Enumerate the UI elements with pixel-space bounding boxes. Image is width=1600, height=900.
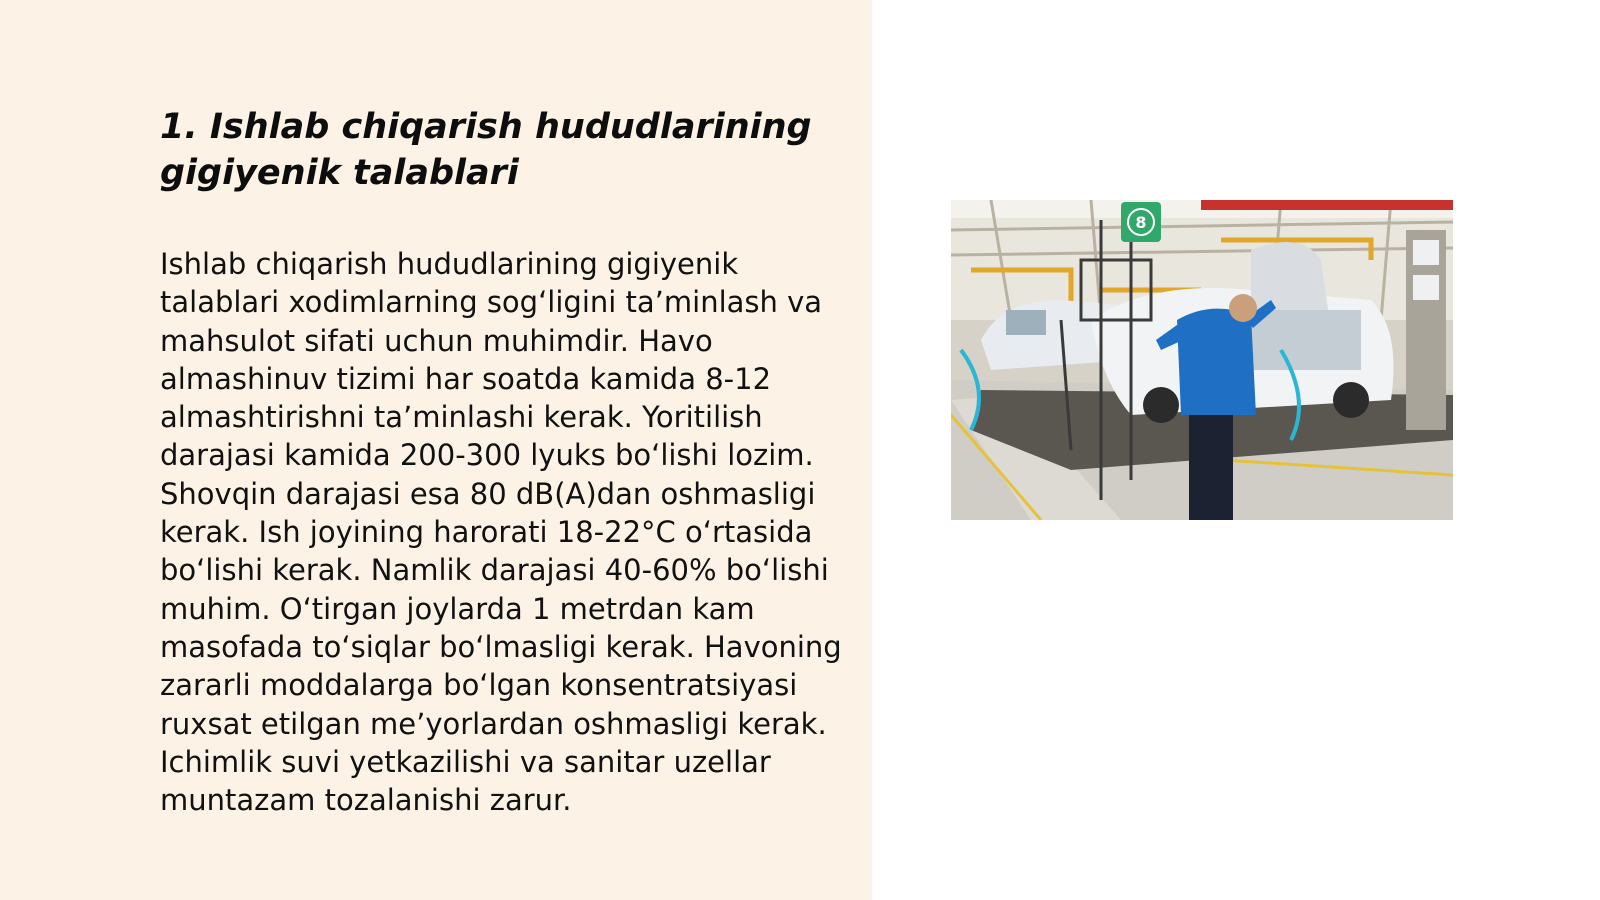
assembly-line-illustration (951, 200, 1453, 520)
factory-assembly-line-photo (951, 200, 1453, 520)
slide-title: 1. Ishlab chiqarish hududlarining gigiyenik talablari (160, 107, 812, 193)
green-station-sign (1121, 202, 1161, 242)
red-rail (1201, 200, 1453, 210)
slide-body-text: Ishlab chiqarish hududlarining gigiyenik talablari xodimlarning sog‘ligini ta’minlash va mahsulot sifati uchun muhimdir. Havo almashinuv tizimi har soatda kamida 8-12 almashtirishni ta’minlashi kerak. Yoritilish darajasi kamida 200-300 lyuks bo‘lishi lozim. Shovqin darajasi esa 80 dB(A)dan oshmasligi kerak. Ish joyining harorati 18-22°C o‘rtasida bo‘lishi kerak. Namlik darajasi 40-60% bo‘lishi muhim. O‘tirgan joylarda 1 metrdan kam masofada to‘siqlar bo‘lmasligi kerak. Havoning zararli moddalarga bo‘lgan konsentratsiyasi ruxsat etilgan me’yorlardan oshmasligi kerak. Ichimlik suvi yetkazilishi va sanitar uzellar muntazam tozalanishi zarur. (160, 247, 842, 818)
side-racks (1406, 230, 1446, 430)
sign-number: 8 (1135, 213, 1147, 232)
